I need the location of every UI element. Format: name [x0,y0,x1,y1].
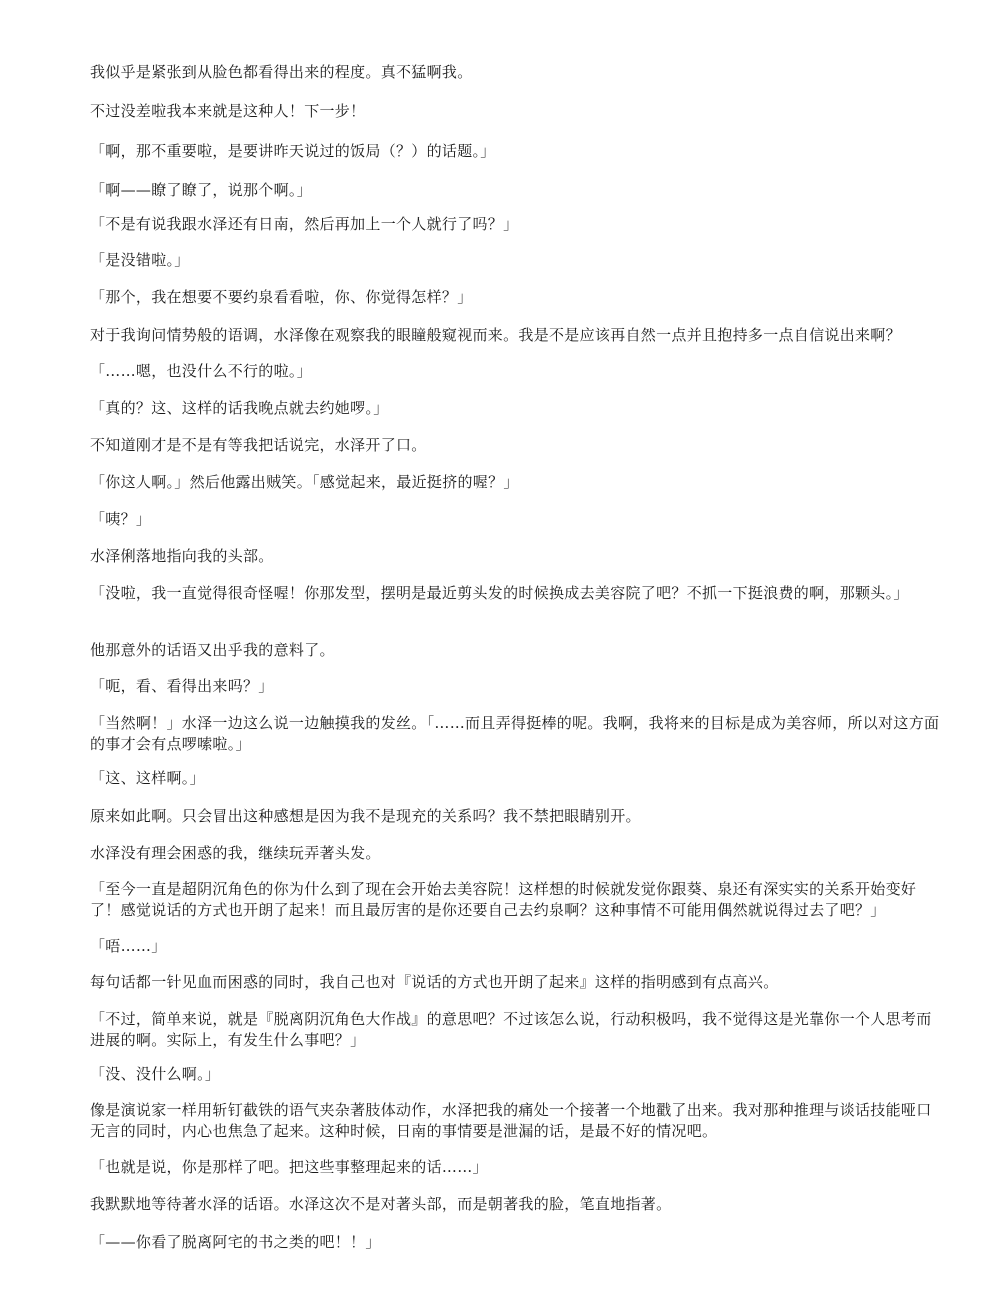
paragraph: 「没啦，我一直觉得很奇怪喔！你那发型，摆明是最近剪头发的时候换成去美容院了吧？不抓一下挺浪费的啊，那颗头。」 [90,584,909,602]
paragraph: 「啊——瞭了瞭了，说那个啊。」 [90,181,313,199]
paragraph: 「至今一直是超阴沉角色的你为什么到了现在会开始去美容院！这样想的时候就发觉你跟葵、泉还有深实实的关系开始变好了！感觉说话的方式也开朗了起来！而且最厉害的是你还要自己去约泉啊？这种事情不可能用偶然就说得过去了吧？」 [90,880,917,919]
paragraph: 水泽俐落地指向我的头部。 [90,547,274,565]
paragraph: 他那意外的话语又出乎我的意料了。 [90,641,335,659]
paragraph: 我默默地等待著水泽的话语。水泽这次不是对著头部，而是朝著我的脸，笔直地指著。 [90,1195,672,1213]
paragraph: 「不过，简单来说，就是『脱离阴沉角色大作战』的意思吧？不过该怎么说，行动积极吗，我不觉得这是光靠你一个人思考而进展的啊。实际上，有发生什么事吧？」 [90,1010,932,1049]
paragraph: 「没、没什么啊。」 [90,1065,221,1083]
paragraph: 「不是有说我跟水泽还有日南，然后再加上一个人就行了吗？」 [90,215,519,233]
paragraph: 「那个，我在想要不要约泉看看啦，你、你觉得怎样？」 [90,288,473,306]
paragraph: 「……嗯，也没什么不行的啦。」 [90,362,313,380]
paragraph: 每句话都一针见血而困惑的同时，我自己也对『说话的方式也开朗了起来』这样的指明感到有点高兴。 [90,973,779,991]
paragraph: 「也就是说，你是那样了吧。把这些事整理起来的话……」 [90,1158,488,1176]
paragraph: 「唔……」 [90,937,167,955]
paragraph: 「——你看了脱离阿宅的书之类的吧！！」 [90,1233,381,1251]
paragraph: 原来如此啊。只会冒出这种感想是因为我不是现充的关系吗？我不禁把眼睛别开。 [90,807,641,825]
paragraph: 「当然啊！」水泽一边这么说一边触摸我的发丝。「……而且弄得挺棒的呢。我啊，我将来的目标是成为美容师，所以对这方面的事才会有点啰嗦啦。」 [90,714,940,753]
paragraph: 「是没错啦。」 [90,251,190,269]
paragraph: 「你这人啊。」然后他露出贼笑。「感觉起来，最近挺挤的喔？」 [90,473,519,491]
paragraph: 「真的？这、这样的话我晚点就去约她啰。」 [90,399,389,417]
paragraph: 「这、这样啊。」 [90,769,205,787]
paragraph: 不知道刚才是不是有等我把话说完，水泽开了口。 [90,436,427,454]
paragraph: 「咦？」 [90,510,152,528]
paragraph: 水泽没有理会困惑的我，继续玩弄著头发。 [90,844,381,862]
paragraph: 对于我询问情势般的语调，水泽像在观察我的眼瞳般窥视而来。我是不是应该再自然一点并且抱持多一点自信说出来啊？ [90,326,901,344]
paragraph: 不过没差啦我本来就是这种人！下一步！ [90,102,366,120]
paragraph: 「啊，那不重要啦，是要讲昨天说过的饭局（？）的话题。」 [90,142,496,160]
paragraph: 「呃，看、看得出来吗？」 [90,677,274,695]
paragraph: 像是演说家一样用斩钉截铁的语气夹杂著肢体动作，水泽把我的痛处一个接著一个地戳了出来。我对那种推理与谈话技能哑口无言的同时，内心也焦急了起来。这种时候，日南的事情要是泄漏的话，是最不好的情况吧。 [90,1101,932,1140]
paragraph: 我似乎是紧张到从脸色都看得出来的程度。真不猛啊我。 [90,63,473,81]
